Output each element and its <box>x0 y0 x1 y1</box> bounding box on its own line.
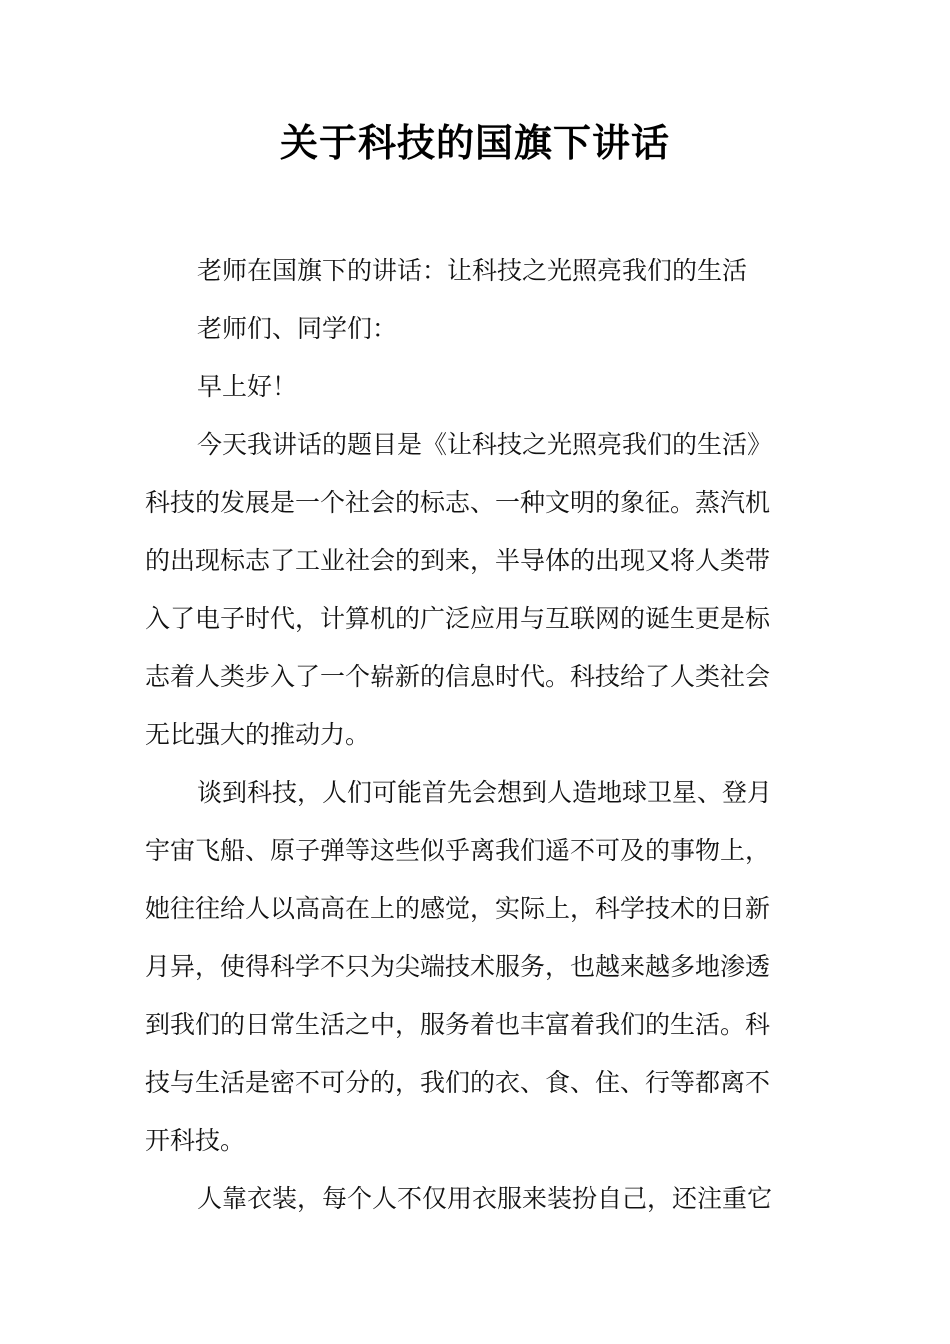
paragraph-line: 老师在国旗下的讲话：让科技之光照亮我们的生活 <box>197 256 748 285</box>
paragraph-line: 入了电子时代，计算机的广泛应用与互联网的诞生更是标 <box>145 604 771 633</box>
paragraph-line: 志着人类步入了一个崭新的信息时代。科技给了人类社会 <box>145 662 771 691</box>
paragraph-line: 科技的发展是一个社会的标志、一种文明的象征。蒸汽机 <box>145 488 771 517</box>
paragraph-line: 人靠衣装，每个人不仅用衣服来装扮自己，还注重它 <box>197 1184 773 1213</box>
paragraph-line: 她往往给人以高高在上的感觉，实际上，科学技术的日新 <box>145 894 771 923</box>
document-body <box>145 242 810 1228</box>
paragraph-line: 无比强大的推动力。 <box>145 720 371 749</box>
paragraph-line: 到我们的日常生活之中，服务着也丰富着我们的生活。科 <box>145 1010 771 1039</box>
paragraph-line: 技与生活是密不可分的，我们的衣、食、住、行等都离不 <box>145 1068 771 1097</box>
paragraph-line: 早上好！ <box>197 372 298 401</box>
paragraph-line: 宇宙飞船、原子弹等这些似乎离我们遥不可及的事物上， <box>145 836 771 865</box>
paragraph-line: 谈到科技，人们可能首先会想到人造地球卫星、登月 <box>197 778 773 807</box>
paragraph-line: 今天我讲话的题目是《让科技之光照亮我们的生活》 <box>197 430 773 459</box>
document-title: 关于科技的国旗下讲话 <box>279 121 670 165</box>
paragraph-line: 月异，使得科学不只为尖端技术服务，也越来越多地渗透 <box>145 952 771 981</box>
paragraph-line: 老师们、同学们： <box>197 314 398 343</box>
paragraph-line: 开科技。 <box>145 1126 246 1155</box>
paragraph-line: 的出现标志了工业社会的到来，半导体的出现又将人类带 <box>145 546 771 575</box>
